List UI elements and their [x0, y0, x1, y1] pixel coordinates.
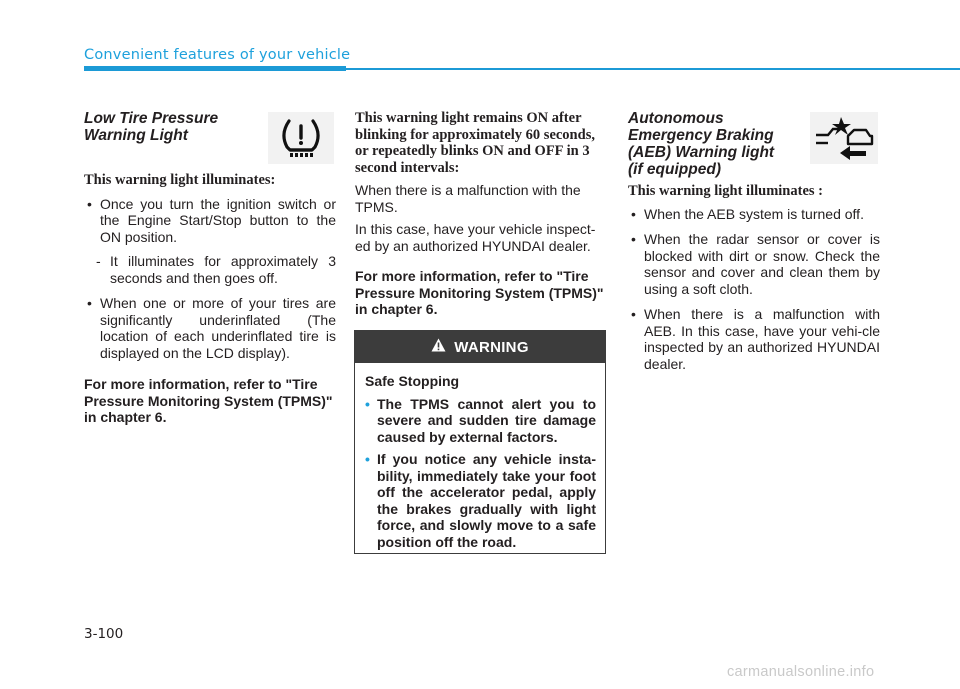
subhead-illuminates: This warning light illuminates: — [84, 172, 276, 188]
header-rule — [346, 68, 960, 70]
list-item: • When the AEB system is turned off. — [628, 206, 880, 223]
list-item: • When one or more of your tires are significantly underinflated (The location of each underinflated tire is displayed on the LCD display). — [84, 295, 336, 361]
list-item: • When there is a malfunction with AEB. In this case, have your vehi-cle inspected by an authorized HYUNDAI dealer. — [628, 306, 880, 372]
subhead-illuminates: This warning light illuminates : — [628, 183, 823, 199]
reference-text: For more information, refer to "Tire Pressure Monitoring System (TPMS)" in chapter 6. — [355, 268, 604, 317]
warning-body — [355, 363, 605, 550]
sub-item: - It illuminates for approximately 3 seconds and then goes off. — [96, 253, 336, 286]
heading-low-tire-pressure: Low Tire Pressure Warning Light — [84, 110, 219, 144]
column-tpms-malfunction — [355, 110, 607, 318]
warning-box — [354, 330, 606, 554]
bullet-list — [628, 206, 880, 373]
list-item: • The TPMS cannot alert you to severe and sudden tire damage caused by external factors. — [365, 396, 596, 446]
warning-header — [355, 331, 605, 363]
list-item: • If you notice any vehicle insta-bility, immediately take your foot off the accelerator pedal, apply the brakes gradually with light force, and slowly move to a safe position off the road. — [365, 451, 596, 550]
list-item: • Once you turn the ignition switch or the Engine Start/Stop button to the ON position. - It illuminates for approximately 3 seconds and then goes off. — [84, 196, 336, 287]
warning-label: WARNING — [454, 338, 529, 356]
section-title: Convenient features of your vehicle — [84, 47, 351, 63]
paragraph-malfunction: When there is a malfunction with the TPMS. — [355, 182, 581, 215]
header-accent-bar — [84, 66, 346, 71]
column-low-tire-pressure — [84, 110, 336, 426]
watermark: carmanualsonline.info — [727, 664, 875, 680]
warning-title: Safe Stopping — [365, 373, 460, 389]
paragraph-inspect: In this case, have your vehicle inspect-ed by an authorized HYUNDAI dealer. — [355, 221, 596, 254]
heading-aeb: Autonomous Emergency Braking (AEB) Warning light (if equipped) — [628, 110, 775, 178]
page-number: 3-100 — [84, 626, 124, 642]
list-item: • When the radar sensor or cover is blocked with dirt or snow. Check the sensor and cover and clean them by using a soft cloth. — [628, 231, 880, 297]
subhead-remains-on: This warning light remains ON after blinking for approximately 60 seconds, or repeatedly blinks ON and OFF in 3 second intervals: — [355, 110, 595, 176]
column-aeb — [628, 110, 880, 381]
warning-triangle-icon — [431, 338, 446, 356]
bullet-list — [84, 196, 336, 362]
warning-list — [365, 396, 596, 551]
reference-text: For more information, refer to "Tire Pressure Monitoring System (TPMS)" in chapter 6. — [84, 376, 333, 425]
